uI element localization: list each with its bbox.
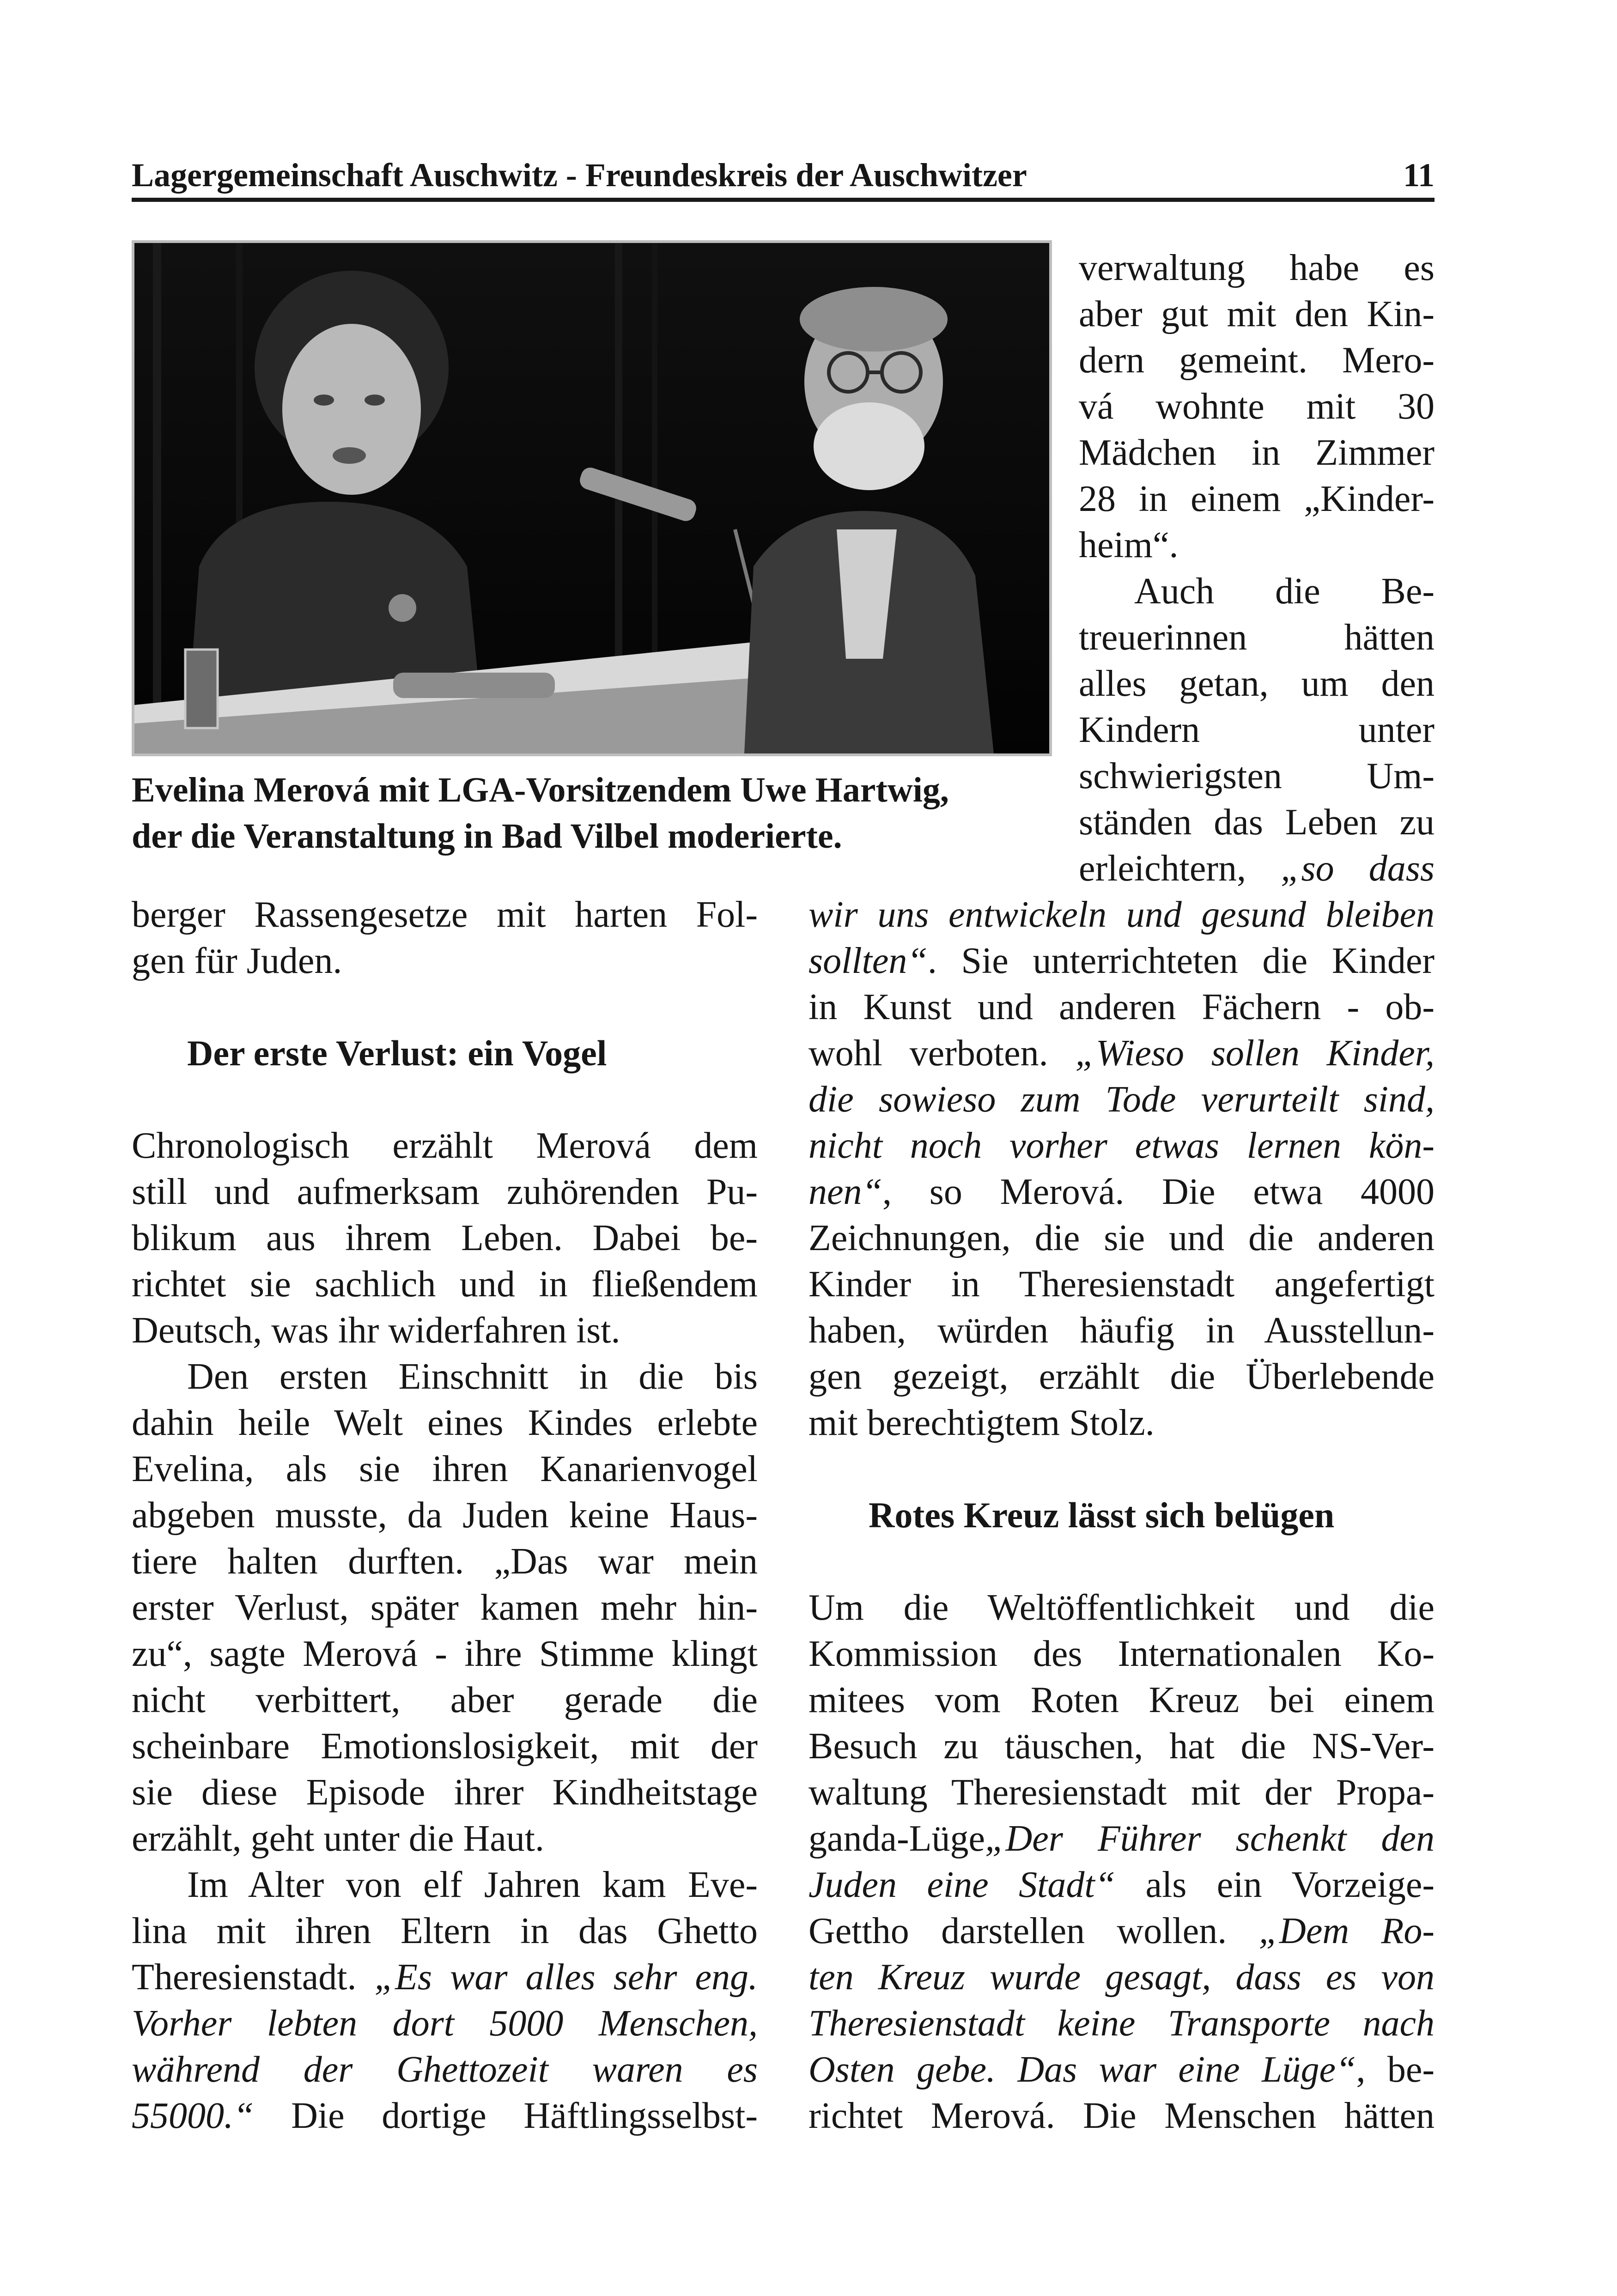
- text-line: scheinbare Emotionslosigkeit, mit der: [132, 1726, 758, 1767]
- quote-run: nen“: [808, 1172, 882, 1212]
- text-line: haben, würden häufig in Ausstellun-: [808, 1310, 1435, 1351]
- text-run: , so Merová. Die etwa 4000: [882, 1172, 1435, 1212]
- text-line: sie diese Episode ihrer Kindheitstage: [132, 1772, 758, 1813]
- text-line: Chronologisch erzählt Merová dem: [132, 1125, 758, 1166]
- quote-line: nicht noch vorher etwas lernen kön-: [808, 1125, 1435, 1166]
- text-line: verwaltung habe es: [1079, 248, 1435, 288]
- page-number: 11: [1403, 157, 1435, 194]
- text-line: zu“, sagte Merová - ihre Stimme klingt: [132, 1634, 758, 1674]
- text-line: waltung Theresienstadt mit der Propa-: [808, 1772, 1435, 1813]
- quote-line: die sowieso zum Tode verurteilt sind,: [808, 1079, 1435, 1120]
- text-line: blikum aus ihrem Leben. Dabei be-: [132, 1218, 758, 1258]
- quote-run: „Es war alles sehr eng.: [374, 1957, 758, 1998]
- text-line: aber gut mit den Kin-: [1079, 294, 1435, 334]
- caption-line: der die Veranstaltung in Bad Vilbel moderierte.: [132, 817, 842, 856]
- text-line: Zeichnungen, die sie und die anderen: [808, 1218, 1435, 1258]
- right-column-lower: [808, 892, 1435, 2139]
- text-line: Deutsch, was ihr widerfahren ist.: [132, 1310, 620, 1351]
- text-run: Die dortige Häftlingsselbst-: [254, 2096, 758, 2136]
- header-title: Lagergemeinschaft Auschwitz - Freundeskreis der Auschwitzer: [132, 157, 1027, 194]
- text-line: richtet sie sachlich und in fließendem: [132, 1264, 758, 1305]
- text-run: wohl verboten.: [808, 1033, 1076, 1074]
- event-photo: [132, 240, 1052, 756]
- text-line: Evelina, als sie ihren Kanarienvogel: [132, 1449, 758, 1489]
- text-line: Den ersten Einschnitt in die bis: [187, 1356, 758, 1397]
- text-line: gen für Juden.: [132, 941, 342, 981]
- text-line: tiere halten durften. „Das war mein: [132, 1541, 758, 1582]
- text-line: still und aufmerksam zuhörenden Pu-: [132, 1172, 758, 1212]
- quote-run: Osten gebe. Das war eine Lüge“: [808, 2049, 1356, 2090]
- text-line: Mädchen in Zimmer: [1079, 432, 1435, 473]
- text-line: [808, 1030, 1435, 1076]
- text-line: [808, 1908, 1435, 1954]
- text-line: richtet Merová. Die Menschen hätten: [808, 2096, 1435, 2136]
- section-heading: Rotes Kreuz lässt sich belügen: [869, 1495, 1335, 1535]
- quote-line: ten Kreuz wurde gesagt, dass es von: [808, 1957, 1435, 1998]
- text-line: Auch die Be-: [1134, 571, 1435, 612]
- text-line: [808, 1816, 1435, 1862]
- text-line: [808, 2047, 1435, 2093]
- text-line: erzählt, geht unter die Haut.: [132, 1818, 544, 1859]
- right-column-upper: [1079, 245, 1435, 892]
- quote-line: Theresienstadt keine Transporte nach: [808, 2003, 1435, 2044]
- quote-run: sollten“: [808, 941, 928, 981]
- text-line: 28 in einem „Kinder-: [1079, 479, 1435, 519]
- text-run: ganda-Lüge: [808, 1818, 985, 1859]
- text-line: Kindern unter: [1079, 710, 1435, 750]
- text-run: erleichtern,: [1079, 848, 1281, 889]
- text-run: , be-: [1356, 2049, 1435, 2090]
- text-line: mitees vom Roten Kreuz bei einem: [808, 1680, 1435, 1720]
- text-line: [808, 1862, 1435, 1908]
- text-line: in Kunst und anderen Fächern - ob-: [808, 987, 1435, 1027]
- text-line: lina mit ihren Eltern in das Ghetto: [132, 1911, 758, 1951]
- text-line: alles getan, um den: [1079, 663, 1435, 704]
- photo-illustration: [134, 243, 1049, 753]
- quote-run: 55000.“: [132, 2096, 254, 2136]
- quote-run: Juden eine Stadt“: [808, 1865, 1116, 1905]
- text-line: ständen das Leben zu: [1079, 802, 1435, 843]
- running-header: [132, 156, 1435, 202]
- text-line: abgeben musste, da Juden keine Haus-: [132, 1495, 758, 1536]
- quote-run: „Wieso sollen Kinder,: [1075, 1033, 1435, 1074]
- quote-line: wir uns entwickeln und gesund bleiben: [808, 894, 1435, 935]
- text-line: dern gemeint. Mero-: [1079, 340, 1435, 381]
- text-run: Theresienstadt.: [132, 1957, 375, 1998]
- quote-run: „so dass: [1281, 848, 1435, 889]
- text-line: nicht verbittert, aber gerade die: [132, 1680, 758, 1720]
- text-line: [808, 1169, 1435, 1215]
- text-line: gen gezeigt, erzählt die Überlebende: [808, 1356, 1435, 1397]
- text-line: Besuch zu täuschen, hat die NS-Ver-: [808, 1726, 1435, 1767]
- text-line: [1079, 845, 1435, 892]
- text-run: als ein Vorzeige-: [1115, 1865, 1435, 1905]
- text-line: vá wohnte mit 30: [1079, 386, 1435, 427]
- text-line: [132, 1954, 758, 2000]
- text-line: [808, 938, 1435, 984]
- text-run: Gettho darstellen wollen.: [808, 1911, 1259, 1951]
- photo-caption: [132, 767, 1056, 859]
- text-line: dahin heile Welt eines Kindes erlebte: [132, 1403, 758, 1443]
- text-line: Kinder in Theresienstadt angefertigt: [808, 1264, 1435, 1305]
- text-line: Im Alter von elf Jahren kam Eve-: [187, 1865, 758, 1905]
- text-line: heim“.: [1079, 525, 1179, 565]
- text-line: mit berechtigtem Stolz.: [808, 1403, 1155, 1443]
- left-column: [132, 892, 758, 2139]
- section-heading: Der erste Verlust: ein Vogel: [187, 1033, 607, 1073]
- text-line: treuerinnen hätten: [1079, 617, 1435, 658]
- text-line: Um die Weltöffentlichkeit und die: [808, 1587, 1435, 1628]
- text-line: erster Verlust, später kamen mehr hin-: [132, 1587, 758, 1628]
- text-line: schwierigsten Um-: [1079, 756, 1435, 796]
- text-line: berger Rassengesetze mit harten Fol-: [132, 894, 758, 935]
- quote-run: „Der Führer schenkt den: [985, 1818, 1435, 1859]
- text-line: Kommission des Internationalen Ko-: [808, 1634, 1435, 1674]
- text-line: [132, 2093, 758, 2139]
- quote-line: Vorher lebten dort 5000 Menschen,: [132, 2003, 758, 2044]
- quote-line: während der Ghettozeit waren es: [132, 2049, 758, 2090]
- text-run: . Sie unterrichteten die Kinder: [927, 941, 1435, 981]
- quote-run: „Dem Ro-: [1258, 1911, 1435, 1951]
- caption-line: Evelina Merová mit LGA-Vorsitzendem Uwe Hartwig,: [132, 771, 949, 809]
